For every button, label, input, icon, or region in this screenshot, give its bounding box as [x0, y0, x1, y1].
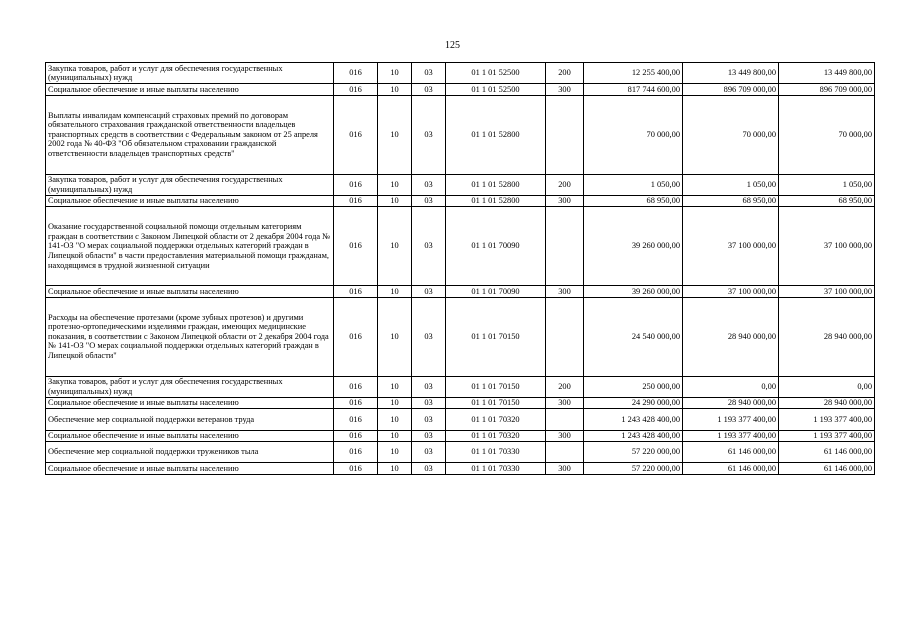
cell-amount-year-3: 61 146 000,00 [779, 442, 875, 463]
cell-amount-year-1: 57 220 000,00 [584, 442, 683, 463]
cell-grbs: 016 [334, 397, 378, 409]
cell-amount-year-3: 61 146 000,00 [779, 463, 875, 475]
table-body [46, 63, 875, 475]
budget-table [45, 62, 875, 475]
cell-expense-type: 300 [546, 286, 584, 298]
cell-target-article: 01 1 01 70090 [446, 207, 546, 286]
cell-target-article: 01 1 01 70320 [446, 430, 546, 442]
cell-name: Социальное обеспечение и иные выплаты населению [46, 286, 334, 298]
cell-amount-year-2: 28 940 000,00 [683, 297, 779, 376]
cell-amount-year-3: 1 193 377 400,00 [779, 409, 875, 430]
cell-section: 10 [378, 409, 412, 430]
cell-expense-type: 300 [546, 84, 584, 96]
table-row [46, 63, 875, 84]
cell-name: Социальное обеспечение и иные выплаты населению [46, 195, 334, 207]
cell-section: 10 [378, 442, 412, 463]
cell-amount-year-3: 896 709 000,00 [779, 84, 875, 96]
cell-amount-year-3: 37 100 000,00 [779, 207, 875, 286]
cell-section: 10 [378, 397, 412, 409]
cell-amount-year-3: 1 193 377 400,00 [779, 430, 875, 442]
cell-target-article: 01 1 01 70150 [446, 297, 546, 376]
cell-amount-year-2: 1 193 377 400,00 [683, 409, 779, 430]
cell-section: 10 [378, 95, 412, 174]
cell-name: Социальное обеспечение и иные выплаты населению [46, 430, 334, 442]
cell-amount-year-3: 1 050,00 [779, 174, 875, 195]
cell-amount-year-1: 24 290 000,00 [584, 397, 683, 409]
cell-amount-year-1: 1 050,00 [584, 174, 683, 195]
cell-expense-type: 300 [546, 397, 584, 409]
cell-subsection: 03 [412, 409, 446, 430]
cell-amount-year-3: 28 940 000,00 [779, 397, 875, 409]
table-row [46, 195, 875, 207]
cell-name: Закупка товаров, работ и услуг для обеспечения государственных (муниципальных) нужд [46, 376, 334, 397]
cell-subsection: 03 [412, 84, 446, 96]
cell-amount-year-2: 896 709 000,00 [683, 84, 779, 96]
cell-section: 10 [378, 297, 412, 376]
cell-expense-type: 300 [546, 195, 584, 207]
cell-subsection: 03 [412, 297, 446, 376]
cell-subsection: 03 [412, 442, 446, 463]
cell-amount-year-2: 61 146 000,00 [683, 463, 779, 475]
cell-subsection: 03 [412, 195, 446, 207]
cell-amount-year-1: 1 243 428 400,00 [584, 409, 683, 430]
cell-amount-year-1: 1 243 428 400,00 [584, 430, 683, 442]
cell-grbs: 016 [334, 430, 378, 442]
cell-expense-type [546, 442, 584, 463]
cell-name: Выплаты инвалидам компенсаций страховых премий по договорам обязательного страхования гражданской ответственности владельцев транспортных средств в соответствии с Федеральным законом от 25 апреля 2002 года № 40-ФЗ "Об обязательном страховании гражданской ответственности владельцев транспортных средств" [46, 95, 334, 174]
cell-expense-type [546, 95, 584, 174]
table-row [46, 463, 875, 475]
cell-target-article: 01 1 01 70330 [446, 442, 546, 463]
cell-name: Закупка товаров, работ и услуг для обеспечения государственных (муниципальных) нужд [46, 174, 334, 195]
cell-target-article: 01 1 01 70320 [446, 409, 546, 430]
page-number: 125 [445, 40, 460, 51]
cell-target-article: 01 1 01 70090 [446, 286, 546, 298]
cell-amount-year-1: 817 744 600,00 [584, 84, 683, 96]
cell-grbs: 016 [334, 297, 378, 376]
cell-amount-year-2: 68 950,00 [683, 195, 779, 207]
cell-subsection: 03 [412, 63, 446, 84]
cell-amount-year-3: 13 449 800,00 [779, 63, 875, 84]
cell-amount-year-3: 68 950,00 [779, 195, 875, 207]
cell-subsection: 03 [412, 95, 446, 174]
cell-name: Социальное обеспечение и иные выплаты населению [46, 463, 334, 475]
cell-grbs: 016 [334, 286, 378, 298]
cell-amount-year-1: 70 000,00 [584, 95, 683, 174]
cell-amount-year-1: 57 220 000,00 [584, 463, 683, 475]
cell-expense-type: 200 [546, 174, 584, 195]
cell-target-article: 01 1 01 52800 [446, 195, 546, 207]
table-row [46, 207, 875, 286]
cell-section: 10 [378, 463, 412, 475]
cell-name: Оказание государственной социальной помощи отдельным категориям граждан в соответствии с Законом Липецкой области от 2 декабря 2004 года № 141-ОЗ "О мерах социальной поддержки отдельных категорий граждан в Липецкой области" в части предоставления материальной помощи гражданам, находящимся в трудной жизненной ситуации [46, 207, 334, 286]
cell-expense-type: 300 [546, 463, 584, 475]
cell-amount-year-2: 28 940 000,00 [683, 397, 779, 409]
cell-amount-year-2: 37 100 000,00 [683, 286, 779, 298]
cell-target-article: 01 1 01 70330 [446, 463, 546, 475]
cell-section: 10 [378, 195, 412, 207]
cell-section: 10 [378, 207, 412, 286]
table-row [46, 376, 875, 397]
cell-name: Социальное обеспечение и иные выплаты населению [46, 84, 334, 96]
cell-amount-year-2: 1 050,00 [683, 174, 779, 195]
cell-subsection: 03 [412, 397, 446, 409]
cell-amount-year-3: 37 100 000,00 [779, 286, 875, 298]
cell-name: Закупка товаров, работ и услуг для обеспечения государственных (муниципальных) нужд [46, 63, 334, 84]
cell-section: 10 [378, 286, 412, 298]
cell-name: Расходы на обеспечение протезами (кроме зубных протезов) и другими протезно-ортопедическими изделиями граждан, имеющих медицинские показания, в соответствии с Законом Липецкой области от 2 декабря 2004 года № 141-ОЗ "О мерах социальной поддержки отдельных категорий граждан в Липецкой области" [46, 297, 334, 376]
cell-amount-year-1: 250 000,00 [584, 376, 683, 397]
cell-name: Обеспечение мер социальной поддержки ветеранов труда [46, 409, 334, 430]
cell-subsection: 03 [412, 430, 446, 442]
cell-subsection: 03 [412, 286, 446, 298]
cell-target-article: 01 1 01 52500 [446, 63, 546, 84]
cell-subsection: 03 [412, 376, 446, 397]
cell-amount-year-1: 24 540 000,00 [584, 297, 683, 376]
table-row [46, 397, 875, 409]
cell-target-article: 01 1 01 52500 [446, 84, 546, 96]
table-row [46, 409, 875, 430]
cell-grbs: 016 [334, 207, 378, 286]
cell-grbs: 016 [334, 174, 378, 195]
cell-amount-year-3: 28 940 000,00 [779, 297, 875, 376]
table-row [46, 286, 875, 298]
cell-amount-year-1: 39 260 000,00 [584, 286, 683, 298]
cell-subsection: 03 [412, 463, 446, 475]
table-row [46, 297, 875, 376]
table-row [46, 174, 875, 195]
cell-grbs: 016 [334, 442, 378, 463]
cell-expense-type: 300 [546, 430, 584, 442]
table-row [46, 430, 875, 442]
cell-amount-year-1: 12 255 400,00 [584, 63, 683, 84]
cell-amount-year-2: 70 000,00 [683, 95, 779, 174]
cell-grbs: 016 [334, 84, 378, 96]
cell-amount-year-1: 39 260 000,00 [584, 207, 683, 286]
cell-grbs: 016 [334, 376, 378, 397]
table-row [46, 84, 875, 96]
cell-expense-type [546, 297, 584, 376]
cell-name: Социальное обеспечение и иные выплаты населению [46, 397, 334, 409]
cell-section: 10 [378, 430, 412, 442]
cell-target-article: 01 1 01 52800 [446, 174, 546, 195]
table-row [46, 442, 875, 463]
cell-amount-year-1: 68 950,00 [584, 195, 683, 207]
cell-amount-year-2: 37 100 000,00 [683, 207, 779, 286]
cell-expense-type [546, 409, 584, 430]
cell-target-article: 01 1 01 70150 [446, 397, 546, 409]
cell-section: 10 [378, 63, 412, 84]
cell-section: 10 [378, 376, 412, 397]
cell-amount-year-3: 70 000,00 [779, 95, 875, 174]
cell-amount-year-2: 1 193 377 400,00 [683, 430, 779, 442]
cell-name: Обеспечение мер социальной поддержки тружеников тыла [46, 442, 334, 463]
cell-section: 10 [378, 84, 412, 96]
cell-grbs: 016 [334, 195, 378, 207]
cell-subsection: 03 [412, 207, 446, 286]
cell-subsection: 03 [412, 174, 446, 195]
cell-expense-type: 200 [546, 63, 584, 84]
cell-expense-type: 200 [546, 376, 584, 397]
cell-expense-type [546, 207, 584, 286]
cell-grbs: 016 [334, 63, 378, 84]
cell-amount-year-2: 61 146 000,00 [683, 442, 779, 463]
cell-grbs: 016 [334, 409, 378, 430]
cell-target-article: 01 1 01 70150 [446, 376, 546, 397]
cell-grbs: 016 [334, 463, 378, 475]
cell-section: 10 [378, 174, 412, 195]
cell-target-article: 01 1 01 52800 [446, 95, 546, 174]
table-row [46, 95, 875, 174]
cell-amount-year-3: 0,00 [779, 376, 875, 397]
cell-amount-year-2: 13 449 800,00 [683, 63, 779, 84]
cell-amount-year-2: 0,00 [683, 376, 779, 397]
cell-grbs: 016 [334, 95, 378, 174]
